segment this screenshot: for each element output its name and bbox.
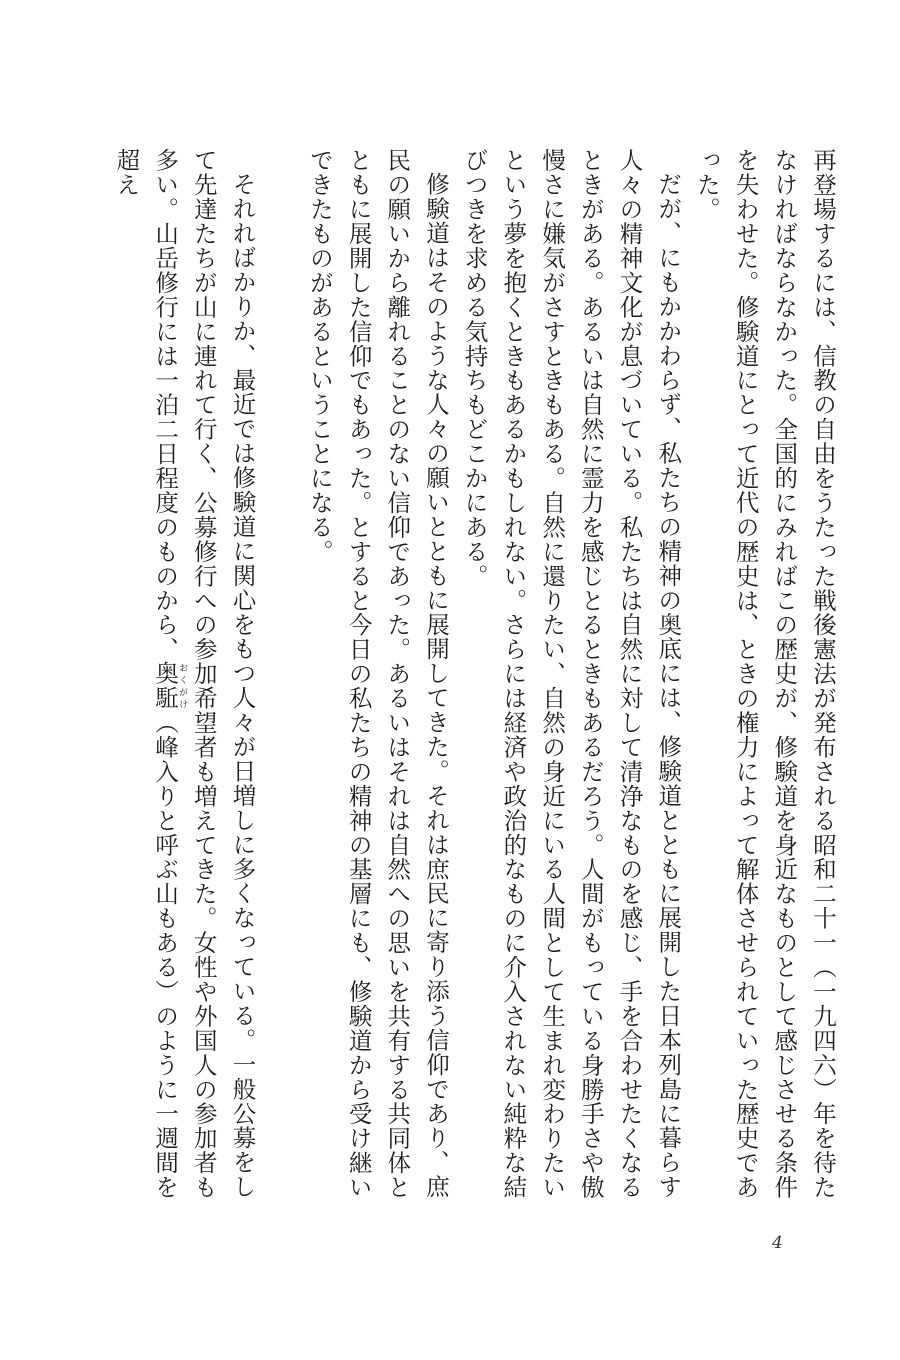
page-number: 4 bbox=[772, 1233, 783, 1253]
ruby-reading: おくがけ bbox=[177, 661, 188, 711]
ruby-base: 奥駈 bbox=[151, 661, 180, 711]
paragraph-3: 修験道はそのような人々の願いとともに展開してきた。それは庶民に寄り添う信仰であり、庶民の願いから離れることのない信仰であった。あるいはそれは自然への思いを共有する共同体とともに展開した信仰でもあった。とすると今日の私たちの精神の基層にも、修験道から受け継いできたものがあるということになる。 bbox=[305, 148, 450, 1200]
paragraph-4-text-after: （峰入りと呼ぶ山もある）のように一週間を超え bbox=[112, 148, 180, 1200]
paragraph-2: だが、にもかかわらず、私たちの精神の奥底には、修験道とともに展開した日本列島に暮らす人々の精神文化が息づいている。私たちは自然に対して清浄なものを感じ、手を合わせたくなるときがある。あるいは自然に霊力を感じとるときもあるだろう。人間がもっている身勝手さや傲慢さに嫌気がさすときもある。自然に還りたい、自然の身近にいる人間として生まれ変わりたいという夢を抱くときもあるかもしれない。さらには経済や政治的なものに介入されない純粋な結びつきを求める気持ちもどこかにある。 bbox=[460, 148, 683, 1200]
body-text bbox=[107, 148, 842, 1208]
blank-line bbox=[261, 148, 300, 1208]
ruby-okugake bbox=[151, 661, 188, 711]
paragraph-1: 再登場するには、信教の自由をうたった戦後憲法が発布される昭和二十一（一九四六）年を待たなければならなかった。全国的にみればこの歴史が、修験道を身近なものとして感じさせる条件を失わせた。修験道にとって近代の歴史は、ときの権力によって解体させられていった歴史であった。 bbox=[692, 148, 837, 1200]
paragraph-4 bbox=[107, 148, 262, 1208]
paragraph-4-text-before: それればかりか、最近では修験道に関心をもつ人々が日増しに多くなっている。一般公募をして先達たちが山に連れて行く、公募修行への参加希望者も増えてきた。女性や外国人の参加者も多い。山岳修行には一泊二日程度のものから、 bbox=[151, 148, 257, 1200]
